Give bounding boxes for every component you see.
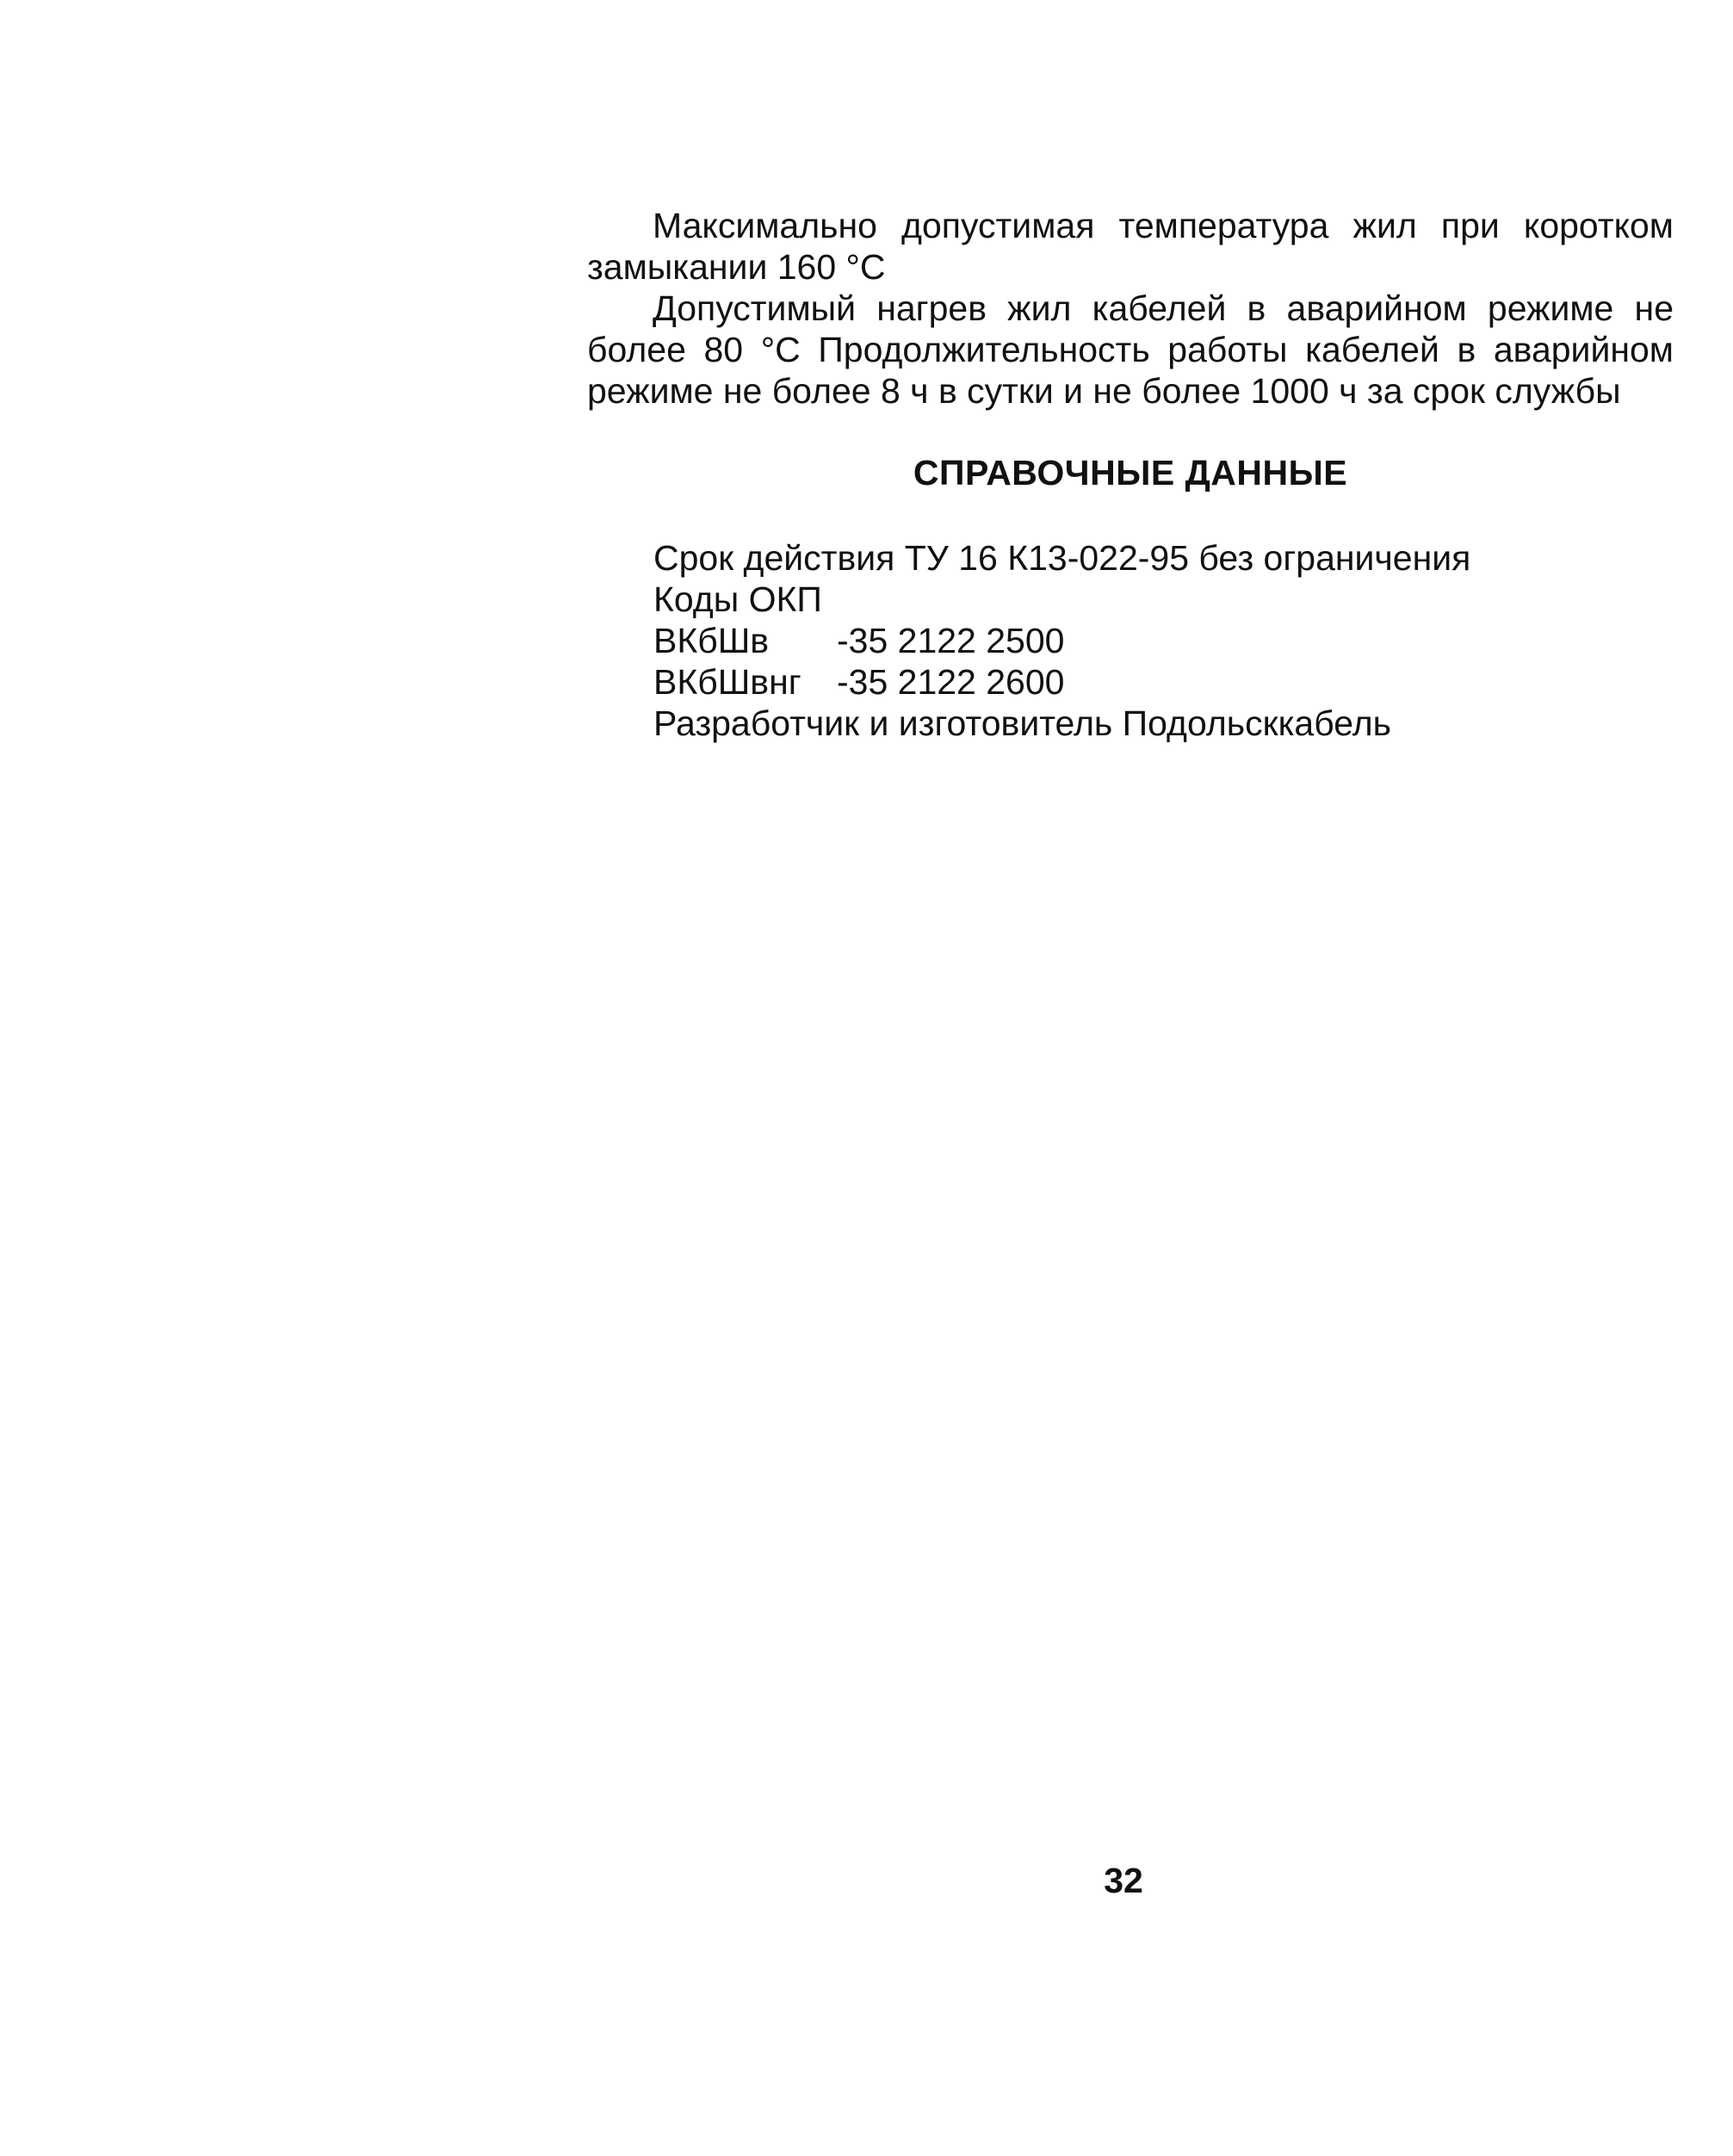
okp-heading: Коды ОКП xyxy=(653,579,822,619)
cable-type-name: ВКбШв xyxy=(653,621,770,660)
okp-code-value: -35 2122 2600 xyxy=(837,662,1065,702)
reference-data xyxy=(653,537,1470,744)
body-text xyxy=(587,205,1674,412)
paragraph-short-circuit-temperature: Максимально допустимая температура жил при коротком замыкании 160 °С xyxy=(587,206,1674,287)
okp-code-row xyxy=(653,661,1470,703)
page-number: 32 xyxy=(1104,1861,1143,1900)
okp-code-row xyxy=(653,620,1470,661)
cable-type-name: ВКбШвнг xyxy=(653,662,802,702)
validity-line: Срок действия ТУ 16 К13-022-95 без ограничения xyxy=(653,538,1471,578)
okp-code-value: -35 2122 2500 xyxy=(837,621,1065,660)
developer-line: Разработчик и изготовитель Подольсккабель xyxy=(653,703,1391,743)
section-title: СПРАВОЧНЫЕ ДАННЫЕ xyxy=(913,453,1348,493)
paragraph-emergency-mode: Допустимый нагрев жил кабелей в аварийном режиме не более 80 °С Продолжительность работы кабелей в аварийном режиме не более 8 ч в сутки и не более 1000 ч за срок службы xyxy=(587,288,1674,411)
